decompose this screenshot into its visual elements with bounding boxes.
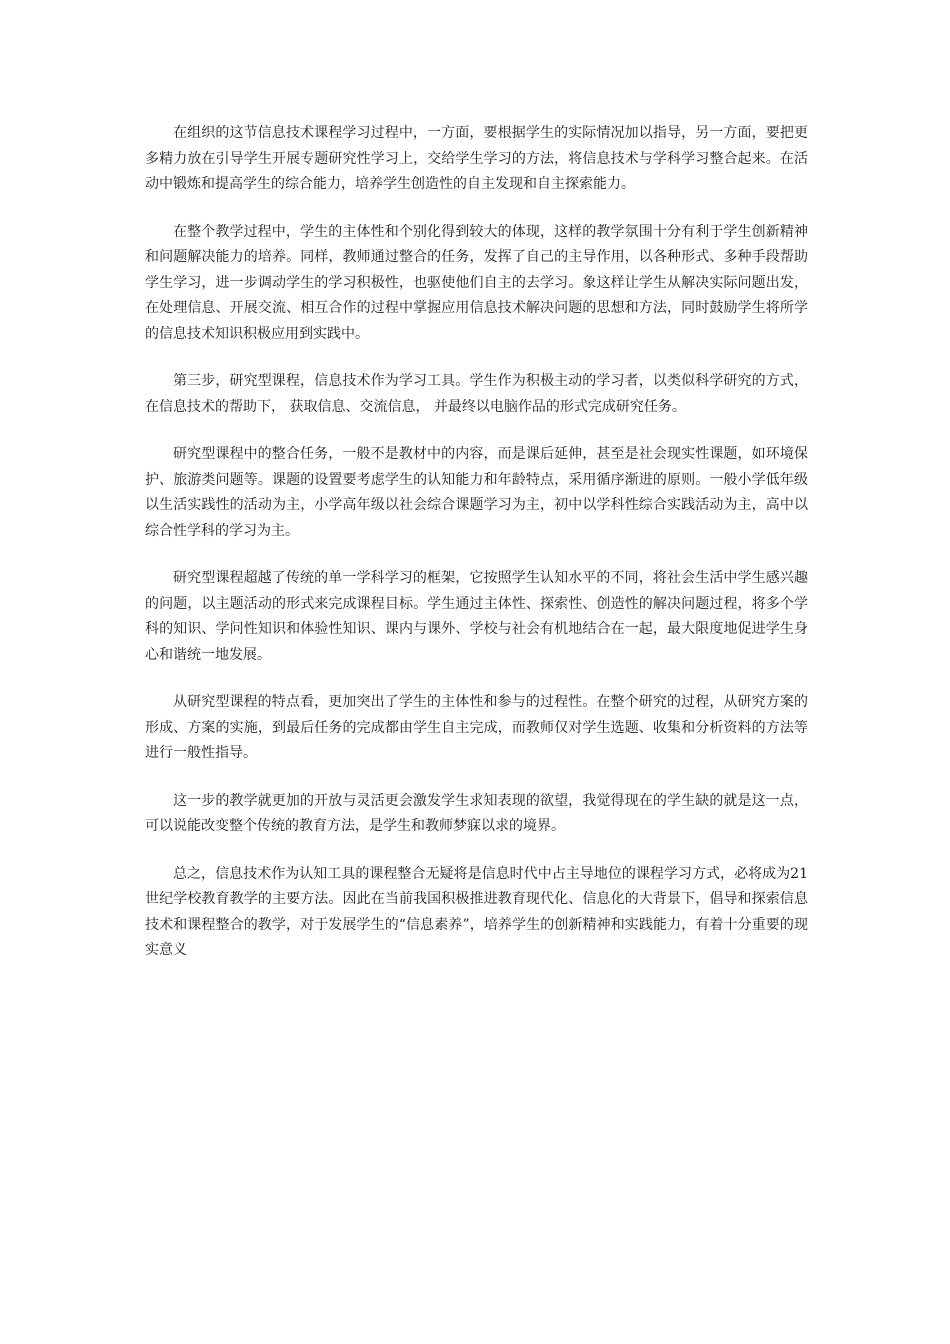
paragraph-4: 研究型课程中的整合任务，一般不是教材中的内容，而是课后延伸，甚至是社会现实性课题，如环境保护、旅游类问题等。课题的设置要考虑学生的认知能力和年龄特点，采用循序渐进的原则。一般小学低年级以生活实践性的活动为主，小学高年级以社会综合课题学习为主，初中以学科性综合实践活动为主，高中以综合性学科的学习为主。 (145, 446, 808, 539)
paragraph-1: 在组织的这节信息技术课程学习过程中，一方面，要根据学生的实际情况加以指导，另一方面，要把更多精力放在引导学生开展专题研究性学习上，交给学生学习的方法，将信息技术与学科学习整合起来。在活动中锻炼和提高学生的综合能力，培养学生创造性的自主发现和自主探索能力。 (145, 125, 808, 192)
paragraph-3: 第三步，研究型课程，信息技术作为学习工具。学生作为积极主动的学习者，以类似科学研究的方式，在信息技术的帮助下， 获取信息、交流信息， 并最终以电脑作品的形式完成研究任务。 (145, 373, 808, 415)
paragraph-5: 研究型课程超越了传统的单一学科学习的框架，它按照学生认知水平的不同，将社会生活中学生感兴趣的问题，以主题活动的形式来完成课程目标。学生通过主体性、探索性、创造性的解决问题过程，将多个学科的知识、学问性知识和体验性知识、课内与课外、学校与社会有机地结合在一起，最大限度地促进学生身心和谐统一地发展。 (145, 570, 808, 663)
paragraph-7: 这一步的教学就更加的开放与灵活更会激发学生求知表现的欲望，我觉得现在的学生缺的就是这一点，可以说能改变整个传统的教育方法，是学生和教师梦寐以求的境界。 (145, 792, 808, 834)
document-body (145, 121, 808, 986)
paragraph-2: 在整个教学过程中，学生的主体性和个别化得到较大的体现，这样的教学氛围十分有利于学生创新精神和问题解决能力的培养。同样，教师通过整合的任务，发挥了自己的主导作用，以各种形式、多种手段帮助学生学习，进一步调动学生的学习积极性，也驱使他们自主的去学习。象这样让学生从解决实际问题出发，在处理信息、开展交流、相互合作的过程中掌握应用信息技术解决问题的思想和方法，同时鼓励学生将所学的信息技术知识积极应用到实践中。 (145, 223, 808, 342)
paragraph-6: 从研究型课程的特点看，更加突出了学生的主体性和参与的过程性。在整个研究的过程，从研究方案的形成、方案的实施，到最后任务的完成都由学生自主完成，而教师仅对学生选题、收集和分析资料的方法等进行一般性指导。 (145, 694, 808, 761)
paragraph-8: 总之，信息技术作为认知工具的课程整合无疑将是信息时代中占主导地位的课程学习方式，必将成为21世纪学校教育教学的主要方法。因此在当前我国积极推进教育现代化、信息化的大背景下，倡导和探索信息技术和课程整合的教学，对于发展学生的“信息素养”，培养学生的创新精神和实践能力，有着十分重要的现实意义 (145, 865, 808, 958)
